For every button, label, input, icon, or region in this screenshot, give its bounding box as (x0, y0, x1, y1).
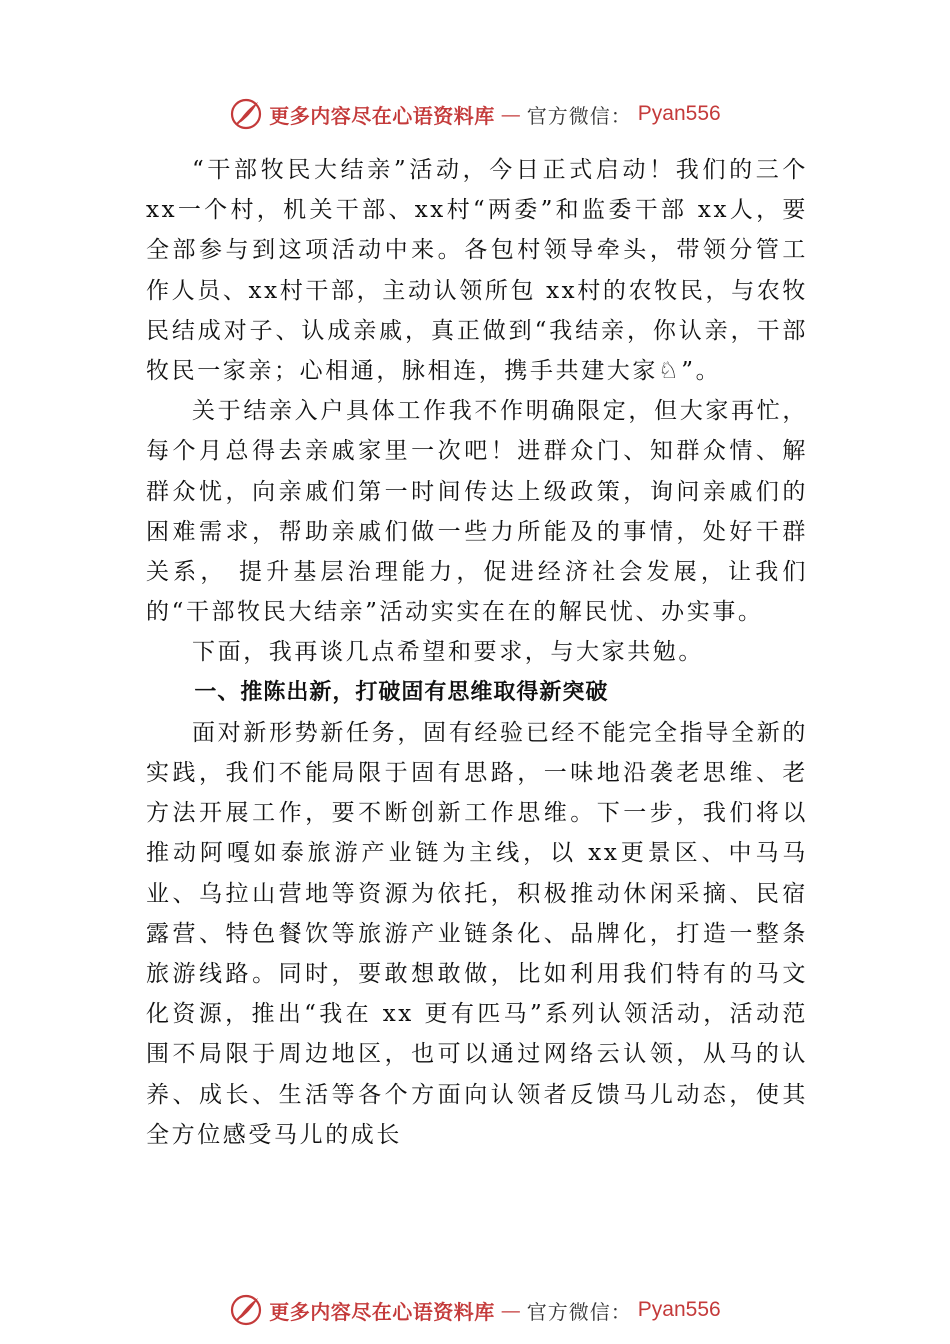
paragraph-4: 面对新形势新任务，固有经验已经不能完全指导全新的实践，我们不能局限于固有思路，一味地沿袭老思维、老方法开展工作，要不断创新工作思维。下一步，我们将以推动阿嘎如泰旅游产业链为主线，以 xx更景区、中马马业、乌拉山营地等资源为依托，积极推动休闲采摘、民宿露营、特色餐饮等旅游产业链条化、品牌化，打造一整条旅游线路。同时，要敢想敢做，比如利用我们特有的马文化资源，推出“我在 xx 更有匹马”系列认领活动，活动范围不局限于周边地区，也可以通过网络云认领，从马的认养、成长、生活等各个方面向认领者反馈马儿动态，使其全方位感受马儿的成长 (146, 719, 808, 1148)
watermark-brand: 更多内容尽在心语资料库 (269, 1299, 495, 1324)
watermark-brand: 更多内容尽在心语资料库 (269, 103, 495, 128)
paragraph-3: 下面，我再谈几点希望和要求，与大家共勉。 (192, 639, 704, 666)
watermark-official-label: 官方微信： (526, 1299, 632, 1324)
document-body (146, 150, 808, 1155)
watermark-official-label: 官方微信： (526, 103, 632, 128)
paragraph-1: “干部牧民大结亲”活动，今日正式启动！我们的三个xx一个村，机关干部、xx村“两委”和监委干部 xx人，要全部参与到这项活动中来。各包村领导牵头，带领分管工作人员、xx村干部，主动认领所包 xx村的农牧民，与农牧民结成对子、认成亲戚，真正做到“我结亲，你认亲，干部牧民一家亲；心相通，脉相连，携手共建大家♘”。 (146, 157, 808, 385)
watermark-separator: — (500, 102, 521, 126)
paragraph-2: 关于结亲入户具体工作我不作明确限定，但大家再忙，每个月总得去亲戚家里一次吧！进群众门、知群众情、解群众忧，向亲戚们第一时间传达上级政策，询问亲戚们的困难需求，帮助亲戚们做一些力所能及的事情，处好干群关系， 提升基层治理能力，促进经济社会发展，让我们的“干部牧民大结亲”活动实实在在的解民忧、办实事。 (146, 398, 808, 626)
footer-watermark (0, 1290, 950, 1330)
watermark-separator: — (500, 1298, 521, 1322)
feather-pen-logo-icon (229, 97, 263, 131)
section-heading-1: 一、推陈出新，打破固有思维取得新突破 (194, 679, 609, 705)
watermark-wechat-id: Pyan556 (637, 102, 721, 125)
watermark-wechat-id: Pyan556 (637, 1298, 721, 1321)
header-watermark (0, 94, 950, 134)
feather-pen-logo-icon (229, 1293, 263, 1327)
